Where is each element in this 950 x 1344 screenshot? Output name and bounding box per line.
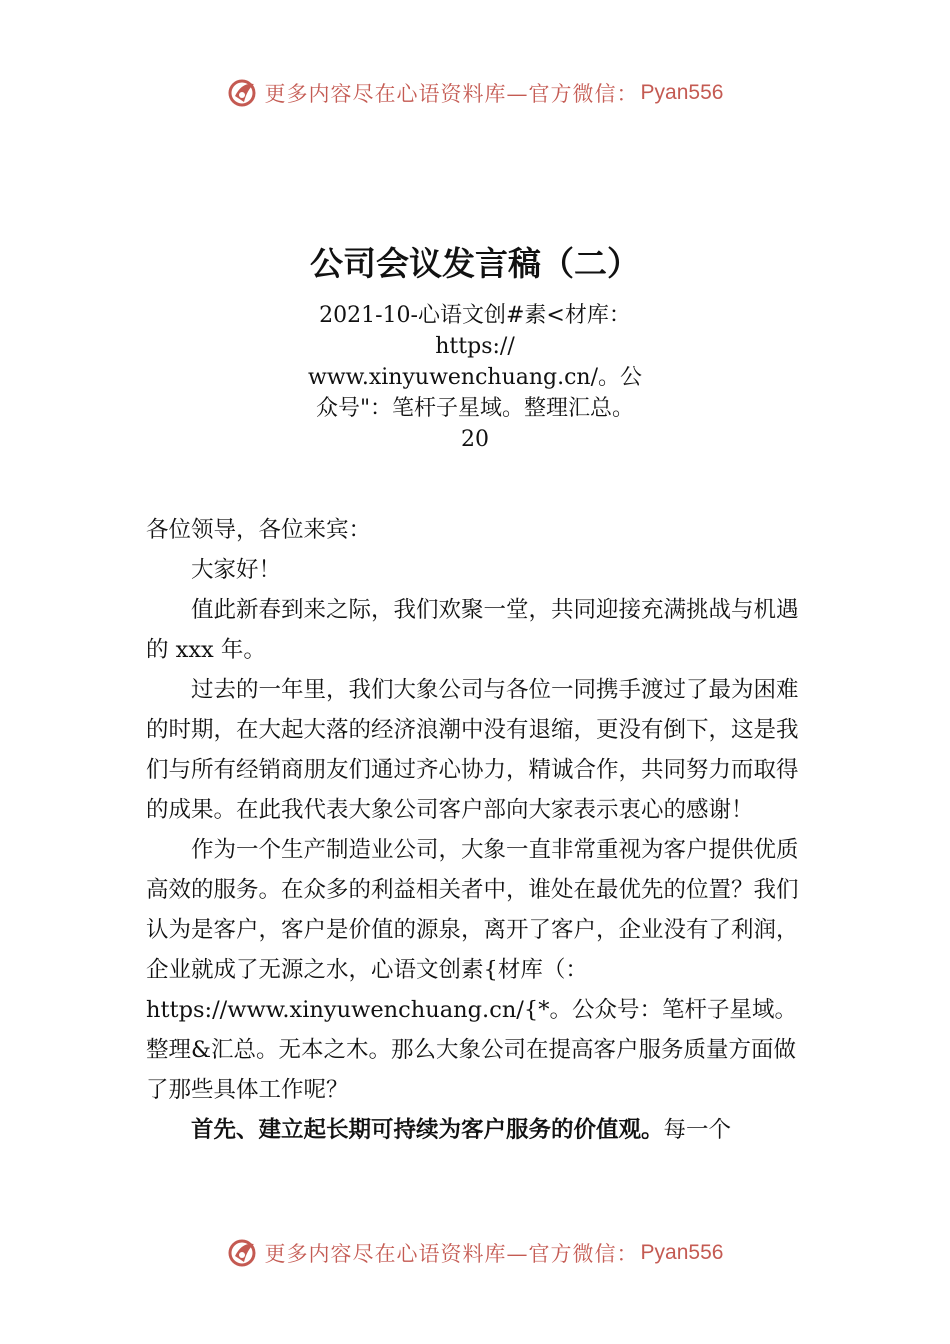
- watermark-header: [0, 73, 950, 113]
- watermark-footer: [0, 1233, 950, 1273]
- watermark-text: 更多内容尽在心语资料库—官方微信：: [264, 82, 639, 106]
- source-line: 20: [461, 427, 489, 452]
- logo-icon: [227, 1236, 261, 1270]
- source-line: www.xinyuwenchuang.cn/。公: [307, 365, 643, 390]
- source-line: https://: [435, 334, 515, 359]
- paragraph: 作为一个生产制造业公司，大象一直非常重视为客户提供优质高效的服务。在众多的利益相关者中，谁处在最优先的位置？我们认为是客户，客户是价值的源泉，离开了客户，企业没有了利润，企业就成了无源之水，心语文创素{材库（：https://www.xinyuwenchuang.cn/{*。公众号：笔杆子星域。整理&汇总。无本之木。那么大象公司在提高客户服务质量方面做了那些具体工作呢？: [146, 837, 799, 1103]
- watermark-text: 更多内容尽在心语资料库—官方微信：: [264, 1242, 639, 1266]
- watermark-wechat-id: Pyan556: [640, 1241, 724, 1264]
- speech-body: [146, 510, 814, 1150]
- source-note: [290, 300, 660, 455]
- paragraph-rest: 每一个: [663, 1117, 732, 1143]
- watermark-wechat-id: Pyan556: [640, 81, 724, 104]
- greeting: 各位领导，各位来宾：: [146, 517, 372, 543]
- source-line: 2021-10-心语文创#素<材库：: [319, 303, 631, 328]
- paragraph: 值此新春到来之际，我们欢聚一堂，共同迎接充满挑战与机遇的 xxx 年。: [146, 597, 799, 663]
- paragraph: 过去的一年里，我们大象公司与各位一同携手渡过了最为困难的时期，在大起大落的经济浪潮中没有退缩，更没有倒下，这是我们与所有经销商朋友们通过齐心协力，精诚合作，共同努力而取得的成果。在此我代表大象公司客户部向大家表示衷心的感谢！: [146, 677, 799, 823]
- source-line: 众号"：笔杆子星域。整理汇总。: [315, 396, 635, 421]
- paragraph-last: [146, 1110, 814, 1150]
- bold-lead: 首先、建立起长期可持续为客户服务的价值观。: [191, 1117, 664, 1143]
- logo-icon: [227, 76, 261, 110]
- document-title: 公司会议发言稿（二）: [310, 244, 640, 283]
- paragraph: 大家好！: [191, 557, 282, 583]
